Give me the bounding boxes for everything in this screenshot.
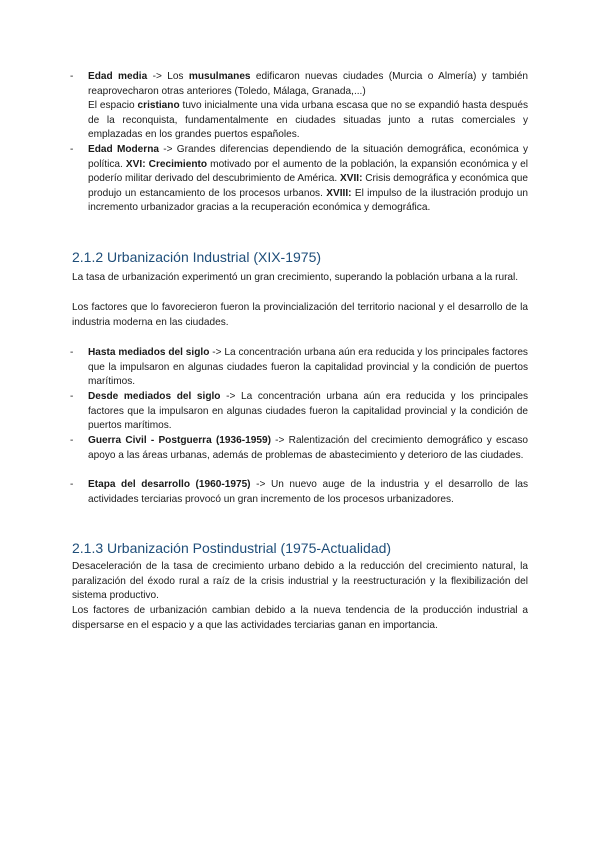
list-bullet: - — [70, 435, 74, 446]
list-item — [70, 143, 529, 216]
list-term: Desde mediados del siglo — [88, 391, 221, 402]
list-bullet: - — [70, 391, 74, 402]
list-item-paragraph: El espacio cristiano tuvo inicialmente una vida urbana escasa que no se expandió hasta después de la reconquista, fundamentalmente en ciudades situadas junto a rutas comerciales y emplazadas en los grandes puertos españoles. — [88, 100, 528, 141]
list-item-text: Edad media -> Los musulmanes edificaron nuevas ciudades (Murcia o Almería) y también reaprovecharon otras anteriores (Toledo, Málaga, Granada,...) — [88, 71, 528, 97]
paragraph: La tasa de urbanización experimentó un gran crecimiento, superando la población urbana a la rural. — [72, 272, 519, 283]
paragraph: Desaceleración de la tasa de crecimiento urbano debido a la reducción del crecimiento natural, la paralización del éxodo rural a raíz de la crisis industrial y la reestructuración y la flexibilización del sistema productivo. — [72, 561, 528, 602]
section-heading: 2.1.3 Urbanización Postindustrial (1975-Actualidad) — [72, 540, 392, 556]
list-item: - Desde mediados del siglo -> La concentración urbana aún era reducida y los principales factores que la impulsaron en algunas ciudades fueron la capitalidad provincial y la condición de puertos marítimos. — [70, 391, 529, 432]
list-bullet: - — [70, 144, 74, 155]
list-item: - Guerra Civil - Postguerra (1936-1959) -> Ralentización del crecimiento demográfico y escaso apoyo a las áreas urbanas, además de problemas de abastecimiento y deterioro de las ciudades. — [70, 435, 529, 461]
list-item: - Hasta mediados del siglo -> La concentración urbana aún era reducida y los principales factores que la impulsaron en algunas ciudades fueron la capitalidad provincial y la condición de puertos marítimos. — [70, 347, 528, 388]
list-term: Etapa del desarrollo (1960-1975) — [88, 479, 251, 490]
list-bullet: - — [70, 71, 74, 82]
section-heading: 2.1.2 Urbanización Industrial (XIX-1975) — [72, 249, 322, 265]
list-item — [70, 70, 528, 143]
list-item-text: Edad Moderna -> Grandes diferencias dependiendo de la situación demográfica, económica y política. XVI: Crecimiento motivado por el aumento de la población, la expansión económica y el poderío militar derivado del descubrimiento de América. XVII: Crisis demográfica y económica que produjo un estancamiento de los procesos urbanos. XVIII: El impulso de la ilustración produjo un incremento urbanizador gracias a la recuperación económica y demográfica. — [88, 144, 529, 214]
list-bullet: - — [70, 479, 74, 490]
paragraph: Los factores de urbanización cambian debido a la nueva tendencia de la producción industrial a dispersarse en el espacio y a que las actividades terciarias ganan en importancia. — [72, 605, 528, 631]
list-term: Edad media — [88, 71, 148, 82]
list-item: - Etapa del desarrollo (1960-1975) -> Un nuevo auge de la industria y el desarrollo de las actividades terciarias provocó un gran incremento de los procesos urbanizadores. — [70, 479, 528, 505]
list-bullet: - — [70, 347, 74, 358]
list-term: Guerra Civil - Postguerra (1936-1959) — [88, 435, 271, 446]
list-term: Edad Moderna — [88, 144, 160, 155]
paragraph: Los factores que lo favorecieron fueron la provincialización del territorio nacional y el desarrollo de la industria moderna en las ciudades. — [72, 302, 528, 328]
list-term: Hasta mediados del siglo — [88, 347, 210, 358]
